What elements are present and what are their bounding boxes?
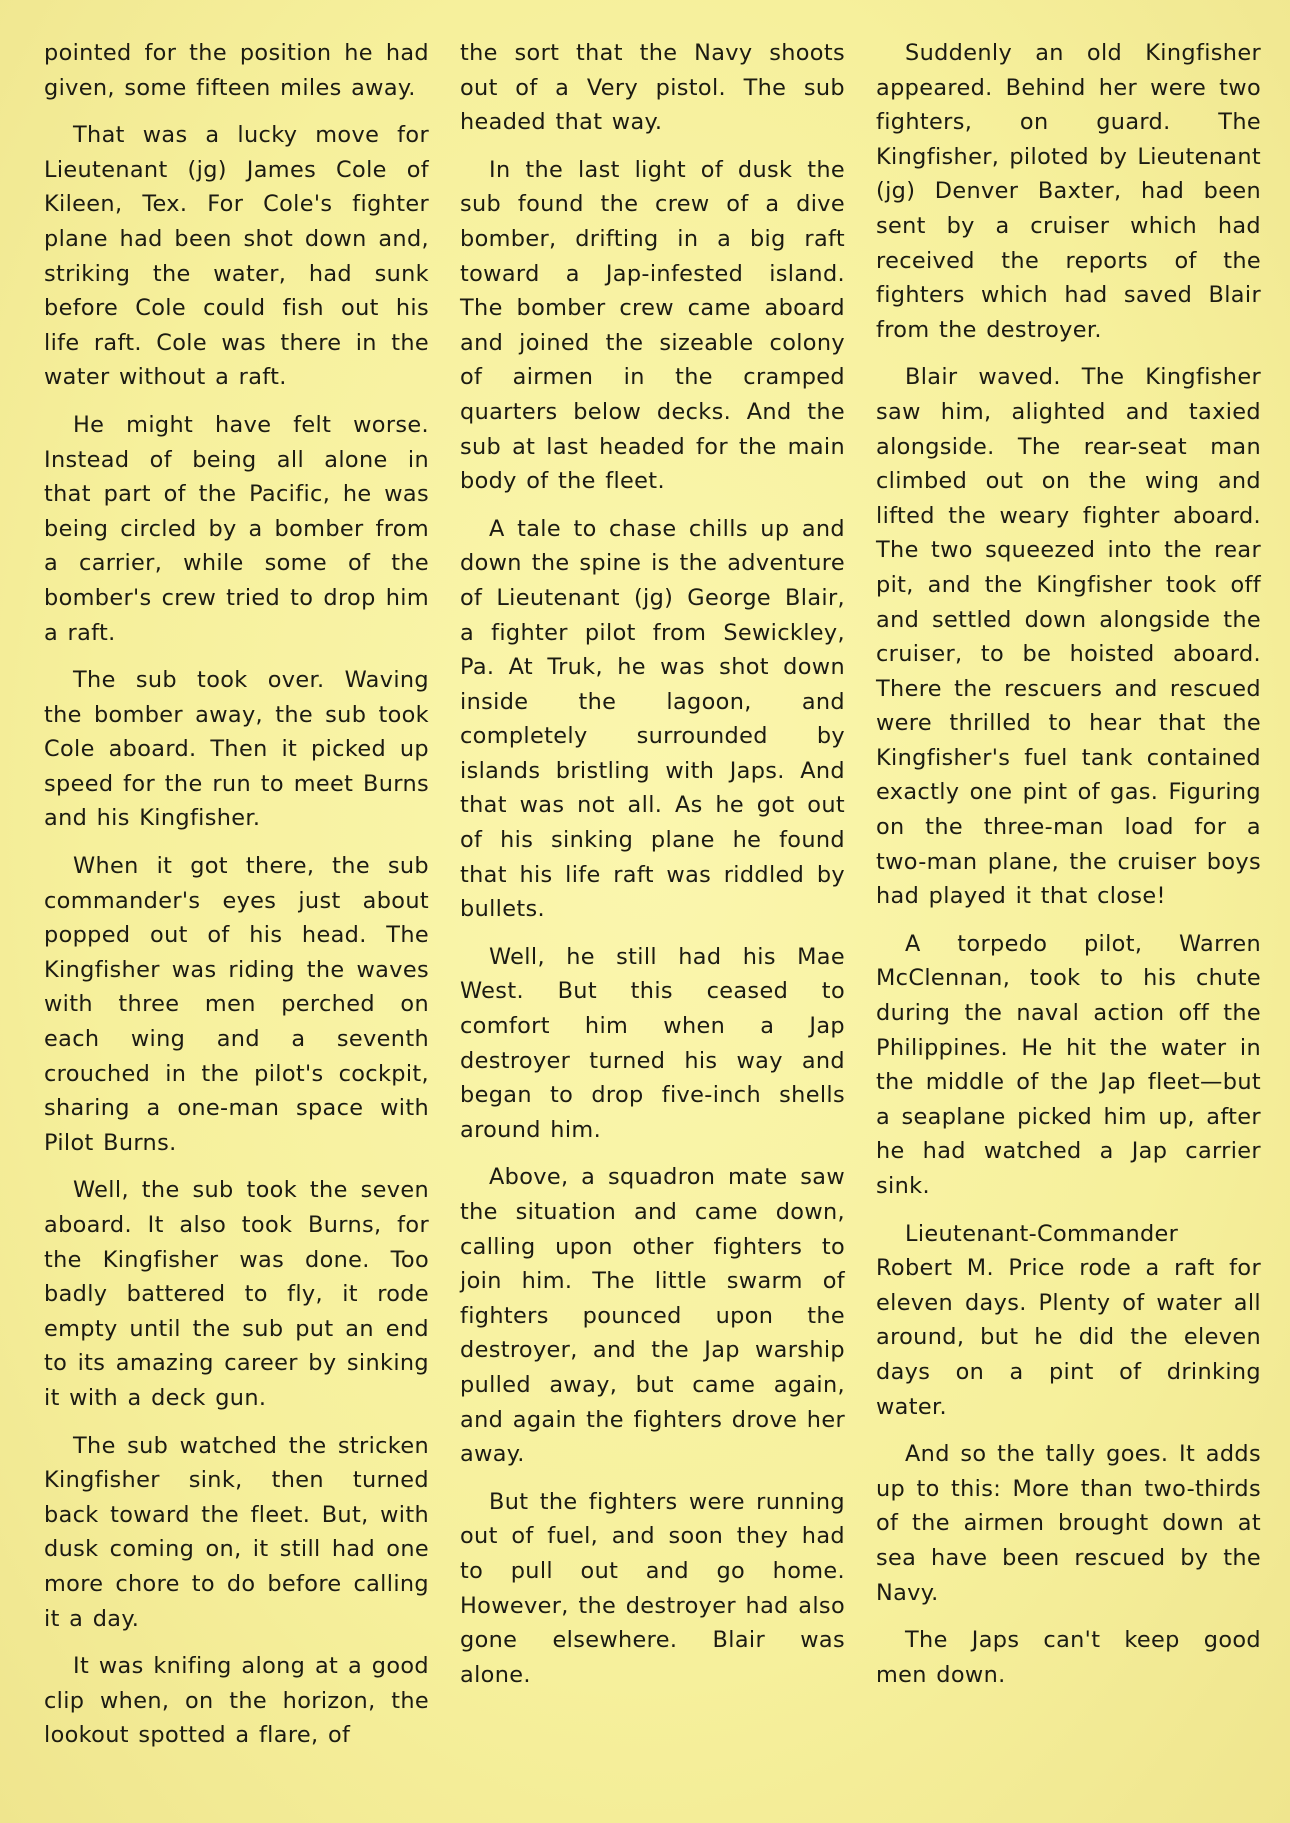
paragraph: In the last light of dusk the sub found the crew of a dive bomber, drifting in a big raft toward a Jap-infested island. The bomber crew came aboard and joined the sizeable colony of airmen in the cramped quarters below decks. And the sub at last headed for the main body of the fleet.: [460, 156, 845, 495]
paragraph: Suddenly an old Kingfisher appeared. Behind her were two fighters, on guard. The Kingfisher, piloted by Lieutenant (jg) Denver Baxter, had been sent by a cruiser which had received the reports of the fighters which had saved Blair from the destroyer.: [876, 40, 1261, 343]
paragraph: He might have felt worse. Instead of being all alone in that part of the Pacific, he was being circled by a bomber from a carrier, while some of the bomber's crew tried to drop him a raft.: [44, 411, 429, 646]
paragraph: the sort that the Navy shoots out of a Very pistol. The sub headed that way.: [460, 40, 845, 136]
paragraph: Well, he still had his Mae West. But this ceased to comfort him when a Jap destroyer turned his way and began to drop five-inch shells around him.: [460, 943, 845, 1143]
text-column-1: [44, 36, 429, 1766]
paragraph: That was a lucky move for Lieutenant (jg) James Cole of Kileen, Tex. For Cole's fighter plane had been shot down and, striking the water, had sunk before Cole could fish out his life raft. Cole was there in the water without a raft.: [44, 122, 429, 391]
text-column-3: [876, 36, 1261, 1705]
paragraph: Above, a squadron mate saw the situation and came down, calling upon other fighters to join him. The little swarm of fighters pounced upon the destroyer, and the Jap warship pulled away, but came again, and again the fighters drove her away.: [460, 1164, 845, 1468]
text-column-2: [460, 36, 845, 1705]
paragraph: Lieutenant-Commander Robert M. Price rode a raft for eleven days. Plenty of water all around, but he did the eleven days on a pint of drinking water.: [876, 1220, 1261, 1420]
paragraph: The sub watched the stricken Kingfisher sink, then turned back toward the fleet. But, with dusk coming on, it still had one more chore to do before calling it a day.: [44, 1432, 429, 1632]
paragraph: Well, the sub took the seven aboard. It also took Burns, for the Kingfisher was done. Too badly battered to fly, it rode empty until the sub put an end to its amazing career by sinking it with a deck gun.: [44, 1177, 429, 1411]
paragraph: It was knifing along at a good clip when, on the horizon, the lookout spotted a flare, of: [44, 1653, 429, 1749]
paragraph: Blair waved. The Kingfisher saw him, alighted and taxied alongside. The rear-seat man climbed out on the wing and lifted the weary fighter aboard. The two squeezed into the rear pit, and the Kingfisher took off and settled down alongside the cruiser, to be hoisted aboard. There the rescuers and rescued were thrilled to hear that the Kingfisher's fuel tank contained exactly one pint of gas. Figuring on the three-man load for a two-man plane, the cruiser boys had played it that close!: [876, 364, 1261, 910]
paragraph: The sub took over. Waving the bomber away, the sub took Cole aboard. Then it picked up speed for the run to meet Burns and his Kingfisher.: [44, 667, 429, 832]
paragraph: When it got there, the sub commander's eyes just about popped out of his head. The Kingfisher was riding the waves with three men perched on each wing and a seventh crouched in the pilot's cockpit, sharing a one-man space with Pilot Burns.: [44, 853, 429, 1156]
paragraph: pointed for the position he had given, some fifteen miles away.: [44, 40, 429, 101]
paragraph: But the fighters were running out of fuel, and soon they had to pull out and go home. However, the destroyer had also gone elsewhere. Blair was alone.: [460, 1488, 845, 1688]
paragraph: And so the tally goes. It adds up to this: More than two-thirds of the airmen brought down at sea have been rescued by the Navy.: [876, 1441, 1261, 1606]
paragraph: A torpedo pilot, Warren McClennan, took to his chute during the naval action off the Philippines. He hit the water in the middle of the Jap fleet—but a seaplane picked him up, after he had watched a Jap carrier sink.: [876, 930, 1261, 1199]
paragraph: The Japs can't keep good men down.: [876, 1627, 1261, 1688]
paragraph: A tale to chase chills up and down the spine is the adventure of Lieutenant (jg) George Blair, a fighter pilot from Sewickley, Pa. At Truk, he was shot down inside the lagoon, and completely surrounded by islands bristling with Japs. And that was not all. As he got out of his sinking plane he found that his life raft was riddled by bullets.: [460, 515, 845, 923]
